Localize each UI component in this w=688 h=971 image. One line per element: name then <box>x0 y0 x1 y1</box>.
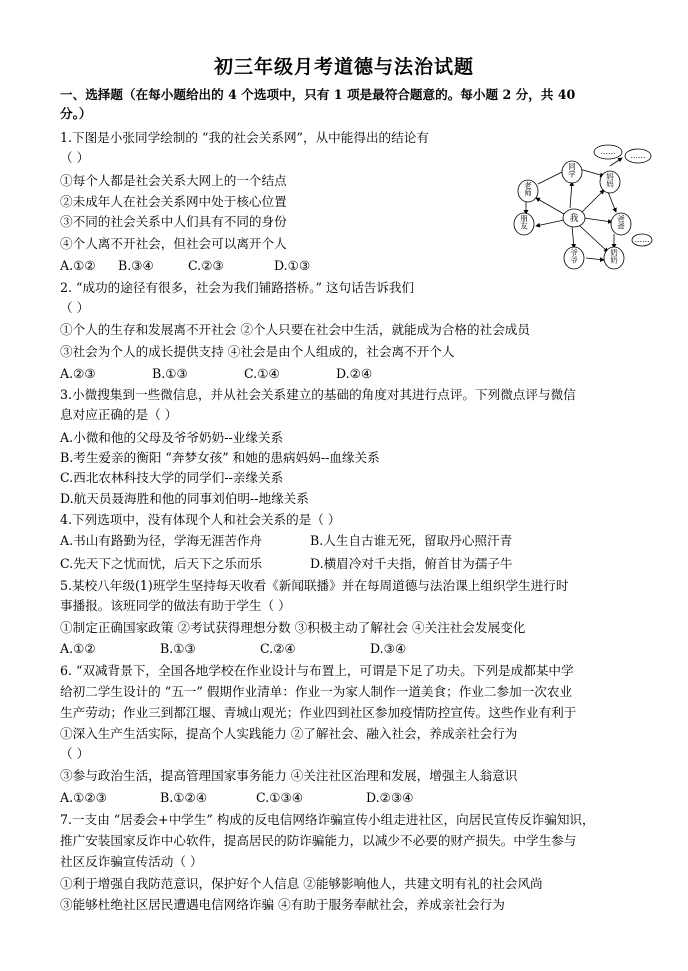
q1-stem: 1.下图是小张同学绘制的 “我的社会关系网”，从中能得出的结论有 <box>60 130 429 145</box>
diagram-nodes <box>514 145 652 269</box>
q6-stem-3: 生产劳动；作业三到都江堰、青城山观光；作业四到社区参加疫情防控宣传。这些作业有利于 <box>60 705 577 720</box>
q6-option-b[interactable]: B.①②④ <box>160 790 208 805</box>
q2-items-1: ①个人的生存和发展离不开社会 ②个人只要在社会中生活，就能成为合格的社会成员 <box>60 322 530 337</box>
node-label-grandma: 奶奶 <box>609 248 619 264</box>
node-label-grandpa: 爷爷 <box>569 248 579 264</box>
node-label-dad: 爸爸 <box>616 214 626 230</box>
q3-stem-cont: 息对应正确的是（ ） <box>60 407 178 422</box>
q6-items-2: ③参与政治生活，提高管理国家事务能力 ④关注社区治理和发展，增强主人翁意识 <box>60 768 518 783</box>
section-instruction-cont: 分。） <box>60 106 92 121</box>
q5-option-d[interactable]: D.③④ <box>370 641 407 656</box>
q5-stem: 5.某校八年级(1)班学生坚持每天收看《新闻联播》并在每周道德与法治课上组织学生进行时 <box>60 578 569 593</box>
q3-choice-a[interactable]: A.小微和他的父母及爷爷奶奶--业缘关系 <box>60 430 284 445</box>
q7-stem-2: 推广安装国家反诈中心软件，提高居民的防诈骗能力，以减少不必要的财产损失。中学生参与 <box>60 833 577 848</box>
node-label-classmate: 同学 <box>567 162 577 178</box>
q3-choice-d[interactable]: D.航天员聂海胜和他的同事刘伯明--地缘关系 <box>60 491 309 506</box>
q4-choice-c[interactable]: C.先天下之忧而忧，后天下之乐而乐 <box>60 556 263 571</box>
q2-option-c[interactable]: C.①④ <box>244 366 280 381</box>
q4-choice-b[interactable]: B.人生自古谁无死，留取丹心照汗青 <box>310 533 513 548</box>
node-label-more-2: …… <box>630 151 646 160</box>
q1-item-2: ②未成年人在社会关系网中处于核心位置 <box>60 194 287 209</box>
q6-stem: 6. “双减背景下，全国各地学校在作业设计与布置上，可谓是下足了功夫。下列是成都某中学 <box>60 663 574 678</box>
q2-paren: （ ） <box>60 300 90 315</box>
q2-options <box>60 366 372 382</box>
q3-choice-b[interactable]: B.考生爱亲的衡阳 “奔梦女孩” 和她的患病妈妈--血缘关系 <box>60 450 380 465</box>
node-label-teacher: 老师 <box>523 181 533 197</box>
q6-option-d[interactable]: D.②③④ <box>366 790 414 805</box>
q1-option-d[interactable]: D.①③ <box>274 258 311 273</box>
node-label-mom: 妈妈 <box>605 172 615 188</box>
q4-options-row2 <box>60 556 513 572</box>
q5-options <box>60 641 406 657</box>
q2-option-a[interactable]: A.②③ <box>60 366 96 381</box>
q3-choice-c[interactable]: C.西北农林科技大学的同学们--亲缘关系 <box>60 470 284 485</box>
q7-items-1: ①利于增强自我防范意识，保护好个人信息 ②能够影响他人，共建文明有礼的社会风尚 <box>60 876 543 891</box>
q4-choice-a[interactable]: A.书山有路勤为径，学海无涯苦作舟 <box>60 533 263 548</box>
q1-item-1: ①每个人都是社会关系大网上的一个结点 <box>60 173 287 188</box>
q1-item-4: ④个人离不开社会，但社会可以离开个人 <box>60 236 287 251</box>
q7-stem: 7.一支由 “居委会+中学生” 构成的反电信网络诈骗宣传小组走进社区，向居民宣传反诈骗知识， <box>60 812 595 827</box>
q6-paren: （ ） <box>60 746 90 761</box>
q6-stem-2: 给初二学生设计的 “五一” 假期作业清单：作业一为家人制作一道美食；作业二参加一次农业 <box>60 684 573 699</box>
q5-option-b[interactable]: B.①③ <box>160 641 196 656</box>
q6-options <box>60 790 414 806</box>
q1-paren: （ ） <box>60 150 90 165</box>
q5-option-c[interactable]: C.②④ <box>260 641 296 656</box>
q7-stem-3: 社区反诈骗宣传活动（ ） <box>60 854 203 869</box>
q2-option-d[interactable]: D.②④ <box>336 366 373 381</box>
section-instruction: 一、选择题（在每小题给出的 4 个选项中，只有 1 项是最符合题意的。每小题 2 分，共 40 <box>60 87 576 102</box>
q2-stem: 2. “成功的途径有很多，社会为我们铺路搭桥。” 这句话告诉我们 <box>60 280 415 295</box>
q4-choice-d[interactable]: D.横眉冷对千夫指，俯首甘为孺子牛 <box>310 556 513 571</box>
q2-items-2: ③社会为个人的成长提供支持 ④社会是由个人组成的，社会离不开个人 <box>60 344 455 359</box>
q4-stem: 4.下列选项中，没有体现个人和社会关系的是（ ） <box>60 512 341 527</box>
q1-option-a[interactable]: A.①② <box>60 258 96 273</box>
q1-option-c[interactable]: C.②③ <box>188 258 224 273</box>
node-label-friend: 朋友 <box>519 214 529 230</box>
page-title: 初三年级月考道德与法治试题 <box>213 56 474 78</box>
node-label-more-3: …… <box>634 235 650 244</box>
q5-option-a[interactable]: A.①② <box>60 641 96 656</box>
q5-items: ①制定正确国家政策 ②考试获得理想分数 ③积极主动了解社会 ④关注社会发展变化 <box>60 620 526 635</box>
node-label-more-1: …… <box>600 147 616 156</box>
social-relation-diagram <box>504 140 654 272</box>
q5-stem-cont: 事播报。该班同学的做法有助于学生（ ） <box>60 598 291 613</box>
q7-items-2: ③能够杜绝社区居民遭遇电信网络诈骗 ④有助于服务奉献社会，养成亲社会行为 <box>60 897 505 912</box>
q6-items-1: ①深入生产生活实际，提高个人实践能力 ②了解社会、融入社会，养成亲社会行为 <box>60 726 518 741</box>
q6-option-c[interactable]: C.①③④ <box>256 790 304 805</box>
q1-item-3: ③不同的社会关系中人们具有不同的身份 <box>60 214 287 229</box>
node-label-me: 我 <box>569 214 579 224</box>
q1-options <box>60 258 310 274</box>
q4-options-row1 <box>60 533 512 549</box>
q6-option-a[interactable]: A.①②③ <box>60 790 107 805</box>
q3-stem: 3.小微搜集到一些微信息，并从社会关系建立的基础的角度对其进行点评。下列微点评与微信 <box>60 387 576 402</box>
q1-option-b[interactable]: B.③④ <box>118 258 154 273</box>
q2-option-b[interactable]: B.①③ <box>152 366 188 381</box>
